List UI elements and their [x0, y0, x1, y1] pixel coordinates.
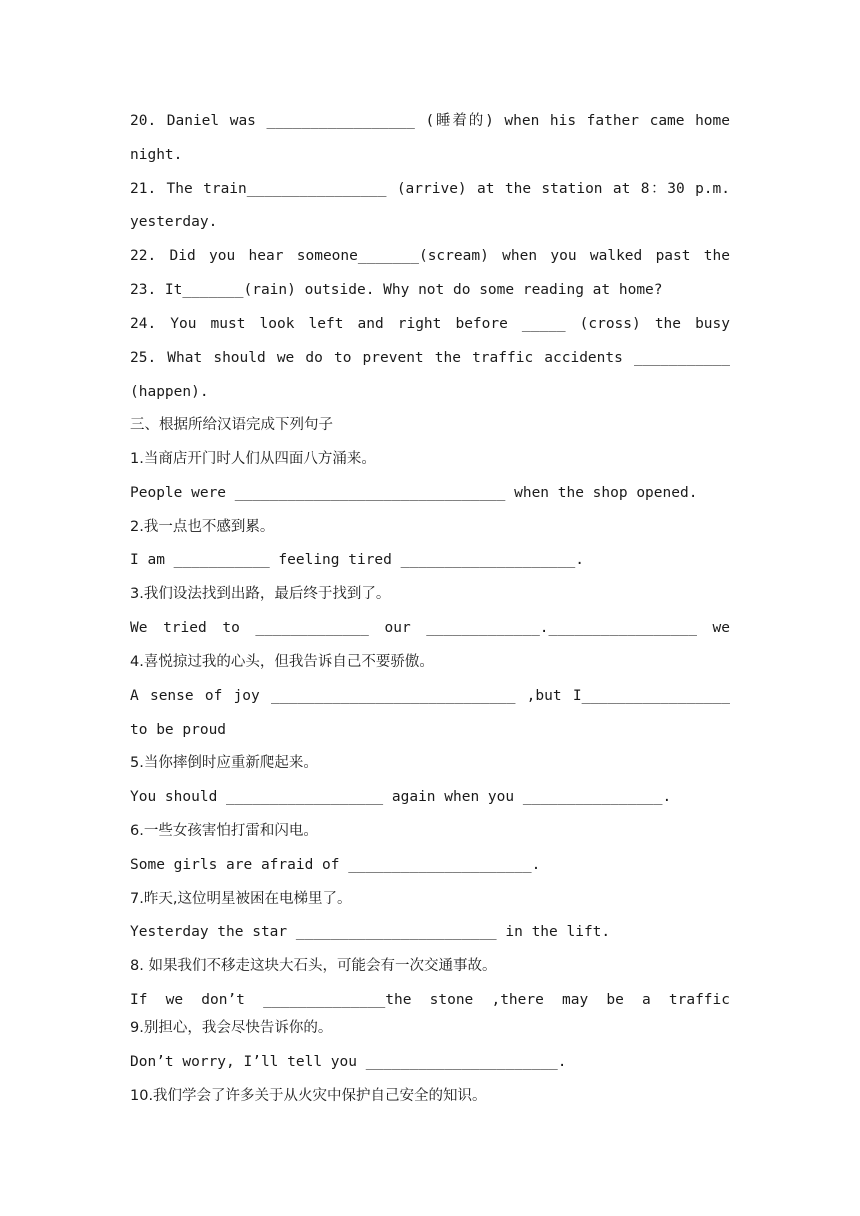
translation-4-english-line1: A sense of joy ____________________________ ,but I_________________	[130, 688, 730, 704]
exercise-21-line1: 21. The train________________ (arrive) at the station at 8：30 p.m.	[130, 181, 730, 197]
translation-5-chinese: 5.当你摔倒时应重新爬起来。	[130, 755, 318, 771]
translation-6-english: Some girls are afraid of _____________________.	[130, 857, 541, 873]
exercise-25-line2: (happen).	[130, 384, 209, 400]
translation-3-english: We tried to _____________ our _____________._________________ we	[130, 620, 730, 636]
translation-4-chinese: 4.喜悦掠过我的心头，但我告诉自己不要骄傲。	[130, 654, 434, 670]
translation-4-english-line2: to be proud	[130, 722, 227, 738]
exercise-20-line2: night.	[130, 147, 183, 163]
translation-5-english: You should __________________ again when you ________________.	[130, 789, 672, 805]
translation-3-chinese: 3.我们设法找到出路，最后终于找到了。	[130, 586, 391, 602]
translation-9-chinese: 9.别担心，我会尽快告诉你的。	[130, 1020, 333, 1036]
translation-9-english: Don’t worry, I’ll tell you ______________________.	[130, 1054, 567, 1070]
section-3-heading: 三、根据所给汉语完成下列句子	[130, 417, 333, 433]
exercise-21-line2: yesterday.	[130, 214, 218, 230]
exercise-25-line1: 25. What should we do to prevent the traffic accidents ___________	[130, 350, 730, 366]
translation-2-english: I am ___________ feeling tired ____________________.	[130, 552, 584, 568]
translation-7-english: Yesterday the star _______________________ in the lift.	[130, 924, 611, 940]
translation-7-chinese: 7.昨天,这位明星被困在电梯里了。	[130, 891, 352, 907]
exercise-20-line1: 20. Daniel was _________________ (睡着的) when his father came home	[130, 113, 730, 129]
exercise-22: 22. Did you hear someone_______(scream) when you walked past the	[130, 248, 730, 264]
translation-1-english: People were _______________________________ when the shop opened.	[130, 485, 698, 501]
exercise-24: 24. You must look left and right before _____ (cross) the busy	[130, 316, 730, 332]
translation-2-chinese: 2.我一点也不感到累。	[130, 519, 275, 535]
translation-1-chinese: 1.当商店开门时人们从四面八方涌来。	[130, 451, 376, 467]
translation-10-chinese: 10.我们学会了许多关于从火灾中保护自己安全的知识。	[130, 1088, 487, 1104]
exercise-23: 23. It_______(rain) outside. Why not do some reading at home?	[130, 282, 663, 298]
translation-8-english: If we don’t ______________the stone ,there may be a traffic	[130, 992, 730, 1008]
translation-8-chinese: 8. 如果我们不移走这块大石头，可能会有一次交通事故。	[130, 958, 497, 974]
translation-6-chinese: 6.一些女孩害怕打雷和闪电。	[130, 823, 318, 839]
